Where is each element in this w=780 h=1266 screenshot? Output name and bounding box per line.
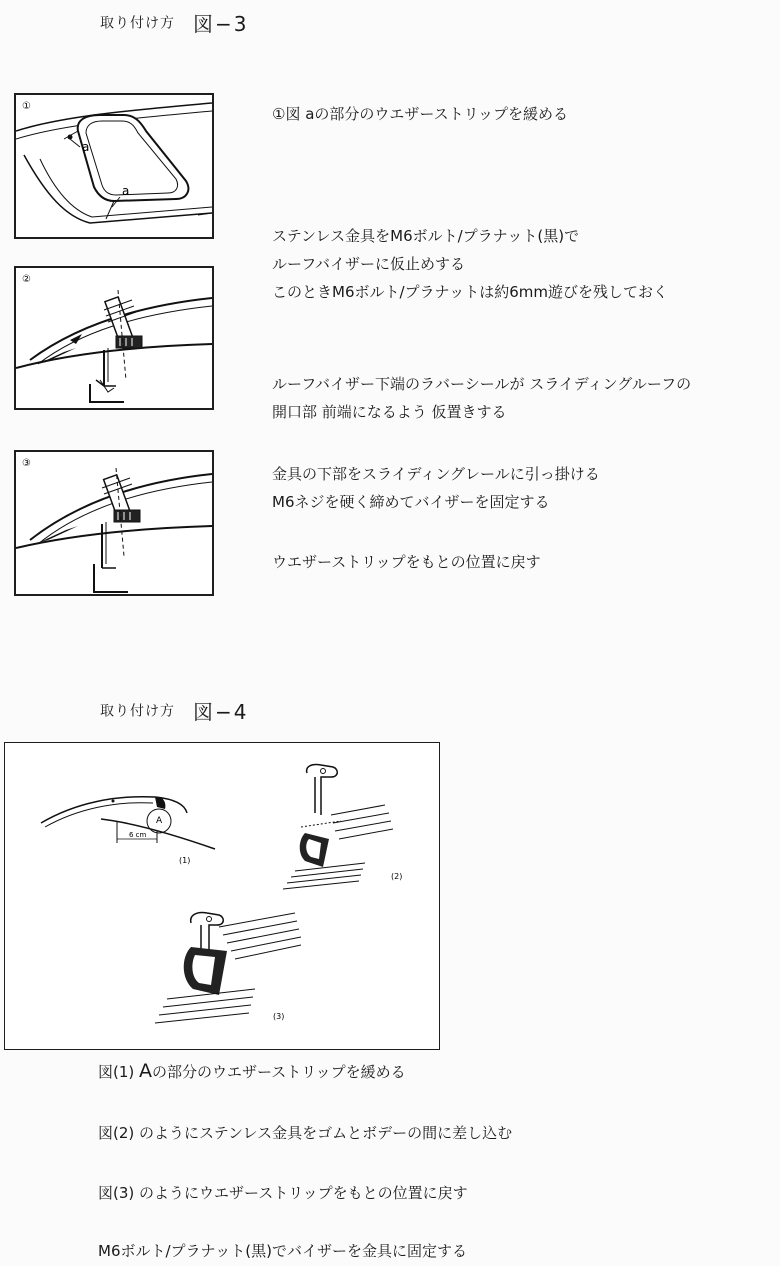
step-3-5-line-1: ウエザーストリップをもとの位置に戻す <box>272 553 541 571</box>
step-4-4-text: M6ボルト/プラナット(黒)でバイザーを金具に固定する <box>98 1242 467 1260</box>
step-3-4-line-2: M6ネジを硬く締めてバイザーを固定する <box>272 493 550 511</box>
step-3-3 <box>272 370 691 426</box>
callout-A: A <box>156 816 163 826</box>
figure-4-3-label: (3) <box>273 1012 285 1021</box>
section-3-title <box>100 8 248 37</box>
dimension-label: 6 cm <box>129 831 147 839</box>
section-3-title-small: 取り付け方 <box>100 15 175 32</box>
figure-4-3 <box>155 912 301 1023</box>
step-4-2 <box>98 1122 512 1143</box>
step-3-1-line-1: ①図 aの部分のウエザーストリップを緩める <box>272 105 569 123</box>
section-4-title <box>100 696 248 725</box>
section-4-title-small: 取り付け方 <box>100 703 175 720</box>
step-3-5 <box>272 548 541 576</box>
step-4-4 <box>98 1240 467 1261</box>
step-3-4 <box>272 460 600 516</box>
figure-4-panel <box>4 742 440 1050</box>
step-3-2-line-2: ルーフバイザーに仮止めする <box>272 255 466 273</box>
callout-a-top: a <box>82 140 90 154</box>
step-4-1-text: の部分のウエザーストリップを緩める <box>152 1063 406 1081</box>
step-4-3-text: のようにウエザーストリップをもとの位置に戻す <box>134 1184 468 1202</box>
step-4-2-prefix: 図(2) <box>98 1124 135 1142</box>
figure-4-2-label: (2) <box>391 872 403 881</box>
step-3-2-line-3: このときM6ボルト/プラナットは約6mm遊びを残しておく <box>272 283 669 301</box>
step-4-1-emph: A <box>139 1060 153 1082</box>
step-3-3-line-2: 開口部 前端になるよう 仮置きする <box>272 403 507 421</box>
step-4-3-prefix: 図(3) <box>98 1184 135 1202</box>
step-4-2-text: のようにステンレス金具をゴムとボデーの間に差し込む <box>134 1124 513 1142</box>
panel-1-number: ① <box>22 101 31 112</box>
section-4-title-number: 図−4 <box>193 700 249 724</box>
step-4-1-prefix: 図(1) <box>98 1063 135 1081</box>
panel-3-number: ③ <box>22 458 31 469</box>
figure-4-2 <box>283 764 402 889</box>
step-3-4-line-1: 金具の下部をスライディングレールに引っ掛ける <box>272 465 600 483</box>
step-3-2-line-1: ステンレス金具をM6ボルト/プラナット(黒)で <box>272 227 580 245</box>
step-3-2 <box>272 222 668 306</box>
section-3-title-number: 図−3 <box>193 12 249 36</box>
figure-4-1-label: (1) <box>179 856 191 865</box>
step-3-1 <box>272 100 568 128</box>
figure-3-panel-1 <box>14 93 214 239</box>
figure-3-panel-2 <box>14 266 214 410</box>
step-4-1 <box>98 1060 406 1082</box>
step-4-3 <box>98 1182 468 1203</box>
figure-4-1 <box>41 797 215 865</box>
callout-a-bottom: a <box>122 184 130 198</box>
panel-2-number: ② <box>22 274 31 285</box>
figure-3-panel-3 <box>14 450 214 596</box>
step-3-3-line-1: ルーフバイザー下端のラバーシールが スライディングルーフの <box>272 375 692 393</box>
